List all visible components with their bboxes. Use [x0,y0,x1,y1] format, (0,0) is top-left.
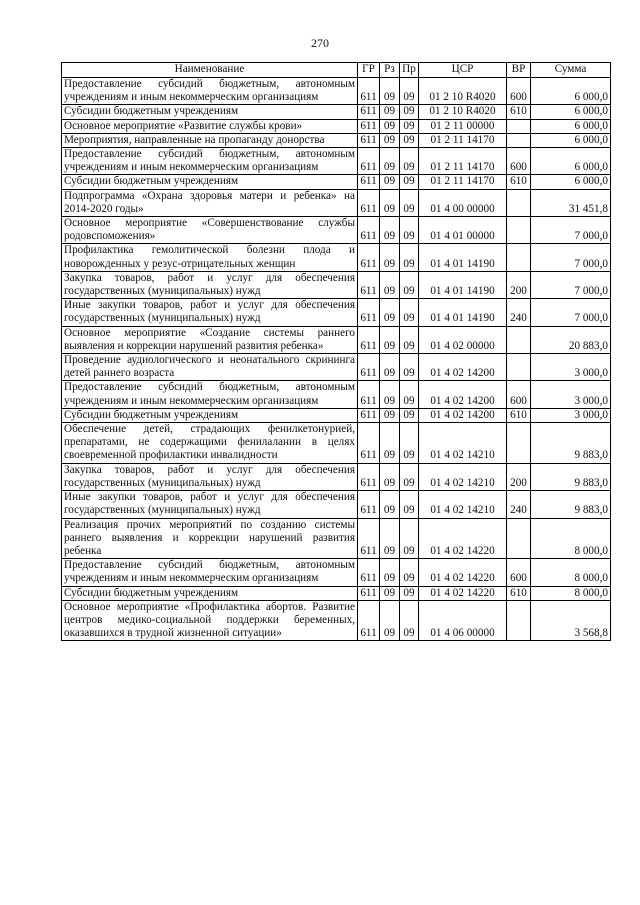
row-vr: 200 [507,271,531,298]
row-csr: 01 4 02 14200 [419,381,507,408]
row-csr: 01 4 02 14220 [419,586,507,600]
row-vr: 610 [507,175,531,189]
row-csr: 01 4 02 14200 [419,354,507,381]
row-gr: 611 [358,559,380,586]
row-rz: 09 [380,78,400,105]
row-rz: 09 [380,408,400,422]
row-rz: 09 [380,559,400,586]
row-name: Субсидии бюджетным учреждениям [62,408,358,422]
row-pr: 09 [400,148,419,175]
row-csr: 01 4 02 14200 [419,408,507,422]
row-csr: 01 4 00 00000 [419,189,507,216]
row-csr: 01 4 01 14190 [419,244,507,271]
row-sum: 6 000,0 [531,119,611,133]
table-row [62,78,611,105]
row-csr: 01 4 02 14210 [419,423,507,464]
header-name: Наименование [62,63,358,78]
row-csr: 01 4 01 14190 [419,271,507,298]
row-csr: 01 4 02 14220 [419,518,507,559]
row-vr: 610 [507,586,531,600]
table-row [62,600,611,641]
table-row [62,271,611,298]
table-row [62,175,611,189]
row-vr [507,354,531,381]
row-vr: 600 [507,381,531,408]
row-name: Подпрограмма «Охрана здоровья матери и ребенка» на 2014-2020 годы» [62,189,358,216]
row-pr: 09 [400,408,419,422]
row-gr: 611 [358,586,380,600]
row-name: Основное мероприятие «Профилактика абортов. Развитие центров медико-социальной поддержки беременных, оказавшихся в трудной жизненной ситуации» [62,600,358,641]
row-gr: 611 [358,463,380,490]
row-gr: 611 [358,518,380,559]
row-csr: 01 4 02 14220 [419,559,507,586]
row-pr: 09 [400,354,419,381]
table-row [62,105,611,119]
row-pr: 09 [400,175,419,189]
row-name: Профилактика гемолитической болезни плода и новорожденных у резус-отрицательных женщин [62,244,358,271]
row-rz: 09 [380,119,400,133]
row-sum: 8 000,0 [531,518,611,559]
row-rz: 09 [380,217,400,244]
row-csr: 01 2 10 R4020 [419,105,507,119]
row-pr: 09 [400,518,419,559]
row-gr: 611 [358,408,380,422]
row-pr: 09 [400,463,419,490]
row-name: Субсидии бюджетным учреждениям [62,586,358,600]
row-vr [507,119,531,133]
row-csr: 01 2 11 14170 [419,175,507,189]
table-row [62,148,611,175]
row-name: Предоставление субсидий бюджетным, автономным учреждениям и иным некоммерческим организациям [62,148,358,175]
row-vr: 610 [507,105,531,119]
row-csr: 01 4 01 00000 [419,217,507,244]
row-sum: 8 000,0 [531,559,611,586]
row-pr: 09 [400,299,419,326]
row-sum: 3 000,0 [531,354,611,381]
table-body [62,78,611,641]
row-vr [507,600,531,641]
row-gr: 611 [358,423,380,464]
row-gr: 611 [358,491,380,518]
row-gr: 611 [358,175,380,189]
row-gr: 611 [358,217,380,244]
row-gr: 611 [358,133,380,147]
row-name: Предоставление субсидий бюджетным, автономным учреждениям и иным некоммерческим организациям [62,381,358,408]
row-rz: 09 [380,271,400,298]
row-rz: 09 [380,175,400,189]
row-gr: 611 [358,78,380,105]
header-csr: ЦСР [419,63,507,78]
table-row [62,381,611,408]
row-vr: 200 [507,463,531,490]
row-sum: 7 000,0 [531,271,611,298]
row-rz: 09 [380,105,400,119]
row-rz: 09 [380,600,400,641]
row-sum: 9 883,0 [531,491,611,518]
row-pr: 09 [400,600,419,641]
page-number: 270 [311,36,329,50]
row-sum: 3 000,0 [531,381,611,408]
row-name: Предоставление субсидий бюджетным, автономным учреждениям и иным некоммерческим организациям [62,559,358,586]
row-vr [507,518,531,559]
row-sum: 6 000,0 [531,78,611,105]
table-row [62,354,611,381]
row-sum: 7 000,0 [531,299,611,326]
row-gr: 611 [358,600,380,641]
row-gr: 611 [358,381,380,408]
row-sum: 31 451,8 [531,189,611,216]
row-sum: 9 883,0 [531,423,611,464]
row-csr: 01 4 02 14210 [419,463,507,490]
row-rz: 09 [380,354,400,381]
row-pr: 09 [400,105,419,119]
row-rz: 09 [380,518,400,559]
row-name: Обеспечение детей, страдающих фенилкетонурией, препаратами, не содержащими фенилаланин в целях своевременной профилактики инвалидности [62,423,358,464]
row-pr: 09 [400,119,419,133]
row-gr: 611 [358,119,380,133]
row-vr [507,423,531,464]
row-gr: 611 [358,271,380,298]
table-row [62,518,611,559]
row-csr: 01 2 11 14170 [419,133,507,147]
table-row [62,463,611,490]
row-rz: 09 [380,189,400,216]
row-csr: 01 4 02 14210 [419,491,507,518]
row-pr: 09 [400,559,419,586]
row-rz: 09 [380,491,400,518]
row-rz: 09 [380,148,400,175]
row-vr [507,326,531,353]
row-name: Основное мероприятие «Развитие службы крови» [62,119,358,133]
table-row [62,326,611,353]
row-gr: 611 [358,326,380,353]
row-csr: 01 4 06 00000 [419,600,507,641]
header-vr: ВР [507,63,531,78]
row-name: Иные закупки товаров, работ и услуг для обеспечения государственных (муниципальных) нужд [62,299,358,326]
row-rz: 09 [380,244,400,271]
table-row [62,217,611,244]
header-rz: Рз [380,63,400,78]
row-vr: 240 [507,299,531,326]
row-sum: 7 000,0 [531,244,611,271]
row-name: Основное мероприятие «Создание системы раннего выявления и коррекции нарушений развития ребенка» [62,326,358,353]
row-pr: 09 [400,491,419,518]
row-pr: 09 [400,271,419,298]
header-pr: Пр [400,63,419,78]
row-sum: 3 568,8 [531,600,611,641]
row-sum: 6 000,0 [531,148,611,175]
row-rz: 09 [380,423,400,464]
row-csr: 01 2 11 00000 [419,119,507,133]
row-name: Основное мероприятие «Совершенствование службы родовспоможения» [62,217,358,244]
row-pr: 09 [400,78,419,105]
row-vr: 610 [507,408,531,422]
row-rz: 09 [380,133,400,147]
budget-table [61,62,611,641]
row-gr: 611 [358,354,380,381]
table-row [62,491,611,518]
table-row [62,189,611,216]
row-csr: 01 4 02 00000 [419,326,507,353]
row-rz: 09 [380,586,400,600]
row-pr: 09 [400,423,419,464]
row-name: Субсидии бюджетным учреждениям [62,105,358,119]
row-name: Проведение аудиологического и неонатального скрининга детей раннего возраста [62,354,358,381]
row-sum: 9 883,0 [531,463,611,490]
table-row [62,299,611,326]
row-pr: 09 [400,381,419,408]
row-sum: 7 000,0 [531,217,611,244]
row-sum: 20 883,0 [531,326,611,353]
row-name: Реализация прочих мероприятий по созданию системы раннего выявления и коррекции нарушений развития ребенка [62,518,358,559]
row-gr: 611 [358,244,380,271]
row-rz: 09 [380,463,400,490]
header-gr: ГР [358,63,380,78]
row-sum: 3 000,0 [531,408,611,422]
row-name: Закупка товаров, работ и услуг для обеспечения государственных (муниципальных) нужд [62,271,358,298]
row-gr: 611 [358,299,380,326]
row-gr: 611 [358,105,380,119]
row-name: Закупка товаров, работ и услуг для обеспечения государственных (муниципальных) нужд [62,463,358,490]
row-csr: 01 4 01 14190 [419,299,507,326]
row-vr [507,133,531,147]
row-sum: 6 000,0 [531,133,611,147]
row-vr: 600 [507,148,531,175]
row-vr: 600 [507,559,531,586]
table-row [62,408,611,422]
header-sum: Сумма [531,63,611,78]
row-rz: 09 [380,326,400,353]
row-gr: 611 [358,189,380,216]
row-sum: 6 000,0 [531,105,611,119]
row-gr: 611 [358,148,380,175]
row-vr [507,244,531,271]
row-pr: 09 [400,133,419,147]
row-name: Субсидии бюджетным учреждениям [62,175,358,189]
row-vr [507,217,531,244]
row-pr: 09 [400,189,419,216]
row-name: Мероприятия, направленные на пропаганду донорства [62,133,358,147]
table-row [62,559,611,586]
table-row [62,586,611,600]
row-vr: 240 [507,491,531,518]
row-rz: 09 [380,299,400,326]
row-csr: 01 2 10 R4020 [419,78,507,105]
table-header-row [62,63,611,78]
row-pr: 09 [400,217,419,244]
row-vr [507,189,531,216]
row-name: Предоставление субсидий бюджетным, автономным учреждениям и иным некоммерческим организациям [62,78,358,105]
row-csr: 01 2 11 14170 [419,148,507,175]
row-sum: 6 000,0 [531,175,611,189]
table-row [62,423,611,464]
row-pr: 09 [400,586,419,600]
row-pr: 09 [400,244,419,271]
row-pr: 09 [400,326,419,353]
row-sum: 8 000,0 [531,586,611,600]
table-row [62,119,611,133]
table-row [62,133,611,147]
row-rz: 09 [380,381,400,408]
row-name: Иные закупки товаров, работ и услуг для обеспечения государственных (муниципальных) нужд [62,491,358,518]
table-row [62,244,611,271]
row-vr: 600 [507,78,531,105]
